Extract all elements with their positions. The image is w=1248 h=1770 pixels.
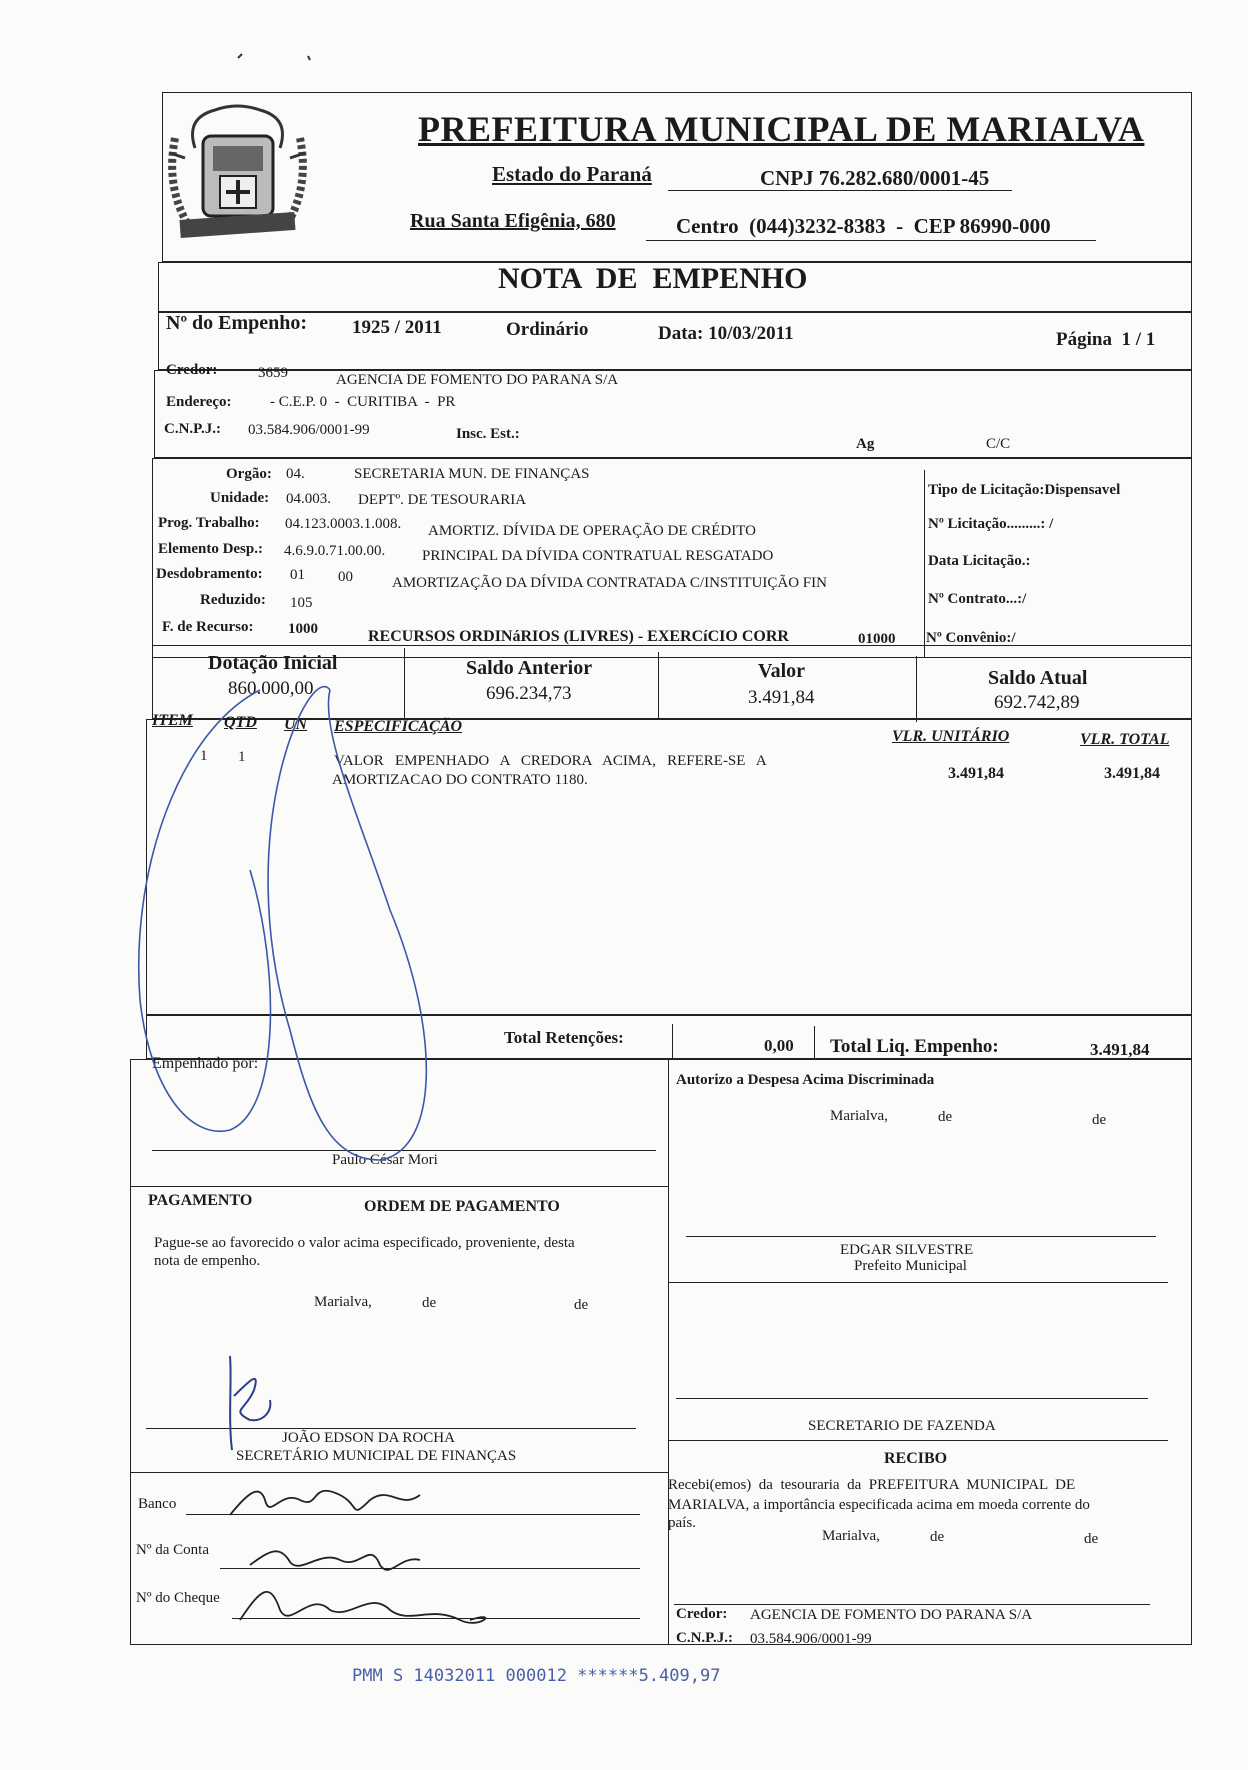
item-description-line1: VALOR EMPENHADO A CREDORA ACIMA, REFERE-SE A	[334, 753, 767, 769]
item-number: 1	[200, 748, 208, 764]
credor-code: 3659	[258, 365, 288, 381]
desd-code-a: 01	[290, 567, 305, 583]
recibo-credor-label: Credor:	[676, 1606, 728, 1622]
address-label: Endereço:	[166, 394, 232, 410]
cc-label: C/C	[986, 436, 1011, 452]
autorizo-de2: de	[1092, 1112, 1107, 1128]
credor-label: Credor:	[166, 362, 218, 378]
address-value: - C.E.P. 0 - CURITIBA - PR	[270, 394, 456, 410]
empenho-label: Nº do Empenho:	[166, 312, 308, 334]
credor-name: AGENCIA DE FOMENTO DO PARANA S/A	[336, 372, 619, 388]
creditor-box	[154, 370, 1192, 458]
elem-name: PRINCIPAL DA DÍVIDA CONTRATUAL RESGATADO	[422, 548, 774, 564]
pagamento-text-line2: nota de empenho.	[154, 1253, 261, 1269]
elem-label: Elemento Desp.:	[158, 541, 263, 557]
saldo-anterior-label: Saldo Anterior	[466, 657, 593, 679]
reduzido-label: Reduzido:	[200, 592, 266, 608]
items-header-especificacao: ESPECIFICAÇÃO	[334, 718, 463, 735]
recibo-de1: de	[930, 1529, 945, 1545]
licitacao-numero: Nº Licitação.........: /	[928, 516, 1054, 532]
recibo-credor-name: AGENCIA DE FOMENTO DO PARANA S/A	[750, 1607, 1033, 1623]
autorizo-label: Autorizo a Despesa Acima Discriminada	[676, 1072, 935, 1088]
recurso-label: F. de Recurso:	[162, 619, 254, 635]
items-header-vlr-total: VLR. TOTAL	[1080, 731, 1170, 748]
scan-mark	[236, 48, 316, 64]
unidade-name: DEPTº. DE TESOURARIA	[358, 492, 527, 508]
orgao-label: Orgão:	[226, 466, 272, 482]
desd-name: AMORTIZAÇÃO DA DÍVIDA CONTRATADA C/INSTITUIÇÃO FIN	[392, 575, 827, 591]
retencoes-value: 0,00	[764, 1036, 794, 1055]
licitacao-convenio: Nº Convênio:/	[926, 630, 1016, 646]
valor-label: Valor	[758, 660, 806, 682]
unidade-label: Unidade:	[210, 490, 270, 506]
recibo-place: Marialva,	[822, 1528, 880, 1544]
item-description-line2: AMORTIZACAO DO CONTRATO 1180.	[332, 772, 588, 788]
saldo-anterior-value: 696.234,73	[486, 683, 572, 704]
prefeito-name: EDGAR SILVESTRE	[840, 1242, 974, 1258]
pagamento-label: PAGAMENTO	[148, 1192, 253, 1209]
empenho-date: Data: 10/03/2011	[658, 323, 794, 344]
licitacao-data: Data Licitação.:	[928, 553, 1031, 569]
orgao-code: 04.	[286, 466, 305, 482]
recurso-code: 1000	[288, 621, 318, 637]
credor-cnpj: 03.584.906/0001-99	[248, 422, 370, 438]
elem-code: 4.6.9.0.71.00.00.	[284, 543, 386, 559]
ordem-pagamento-label: ORDEM DE PAGAMENTO	[364, 1198, 560, 1215]
prefeito-role: Prefeito Municipal	[854, 1258, 967, 1274]
licitacao-contrato: Nº Contrato...:/	[928, 591, 1027, 607]
pagamento-de1: de	[422, 1295, 437, 1311]
header-cnpj: CNPJ 76.282.680/0001-45	[760, 166, 990, 190]
empenhado-label: Empenhado por:	[152, 1055, 259, 1072]
reduzido-value: 105	[290, 595, 313, 611]
item-total-value: 3.491,84	[1104, 765, 1160, 782]
pagamento-text-line1: Pague-se ao favorecido o valor acima especificado, proveniente, desta	[154, 1235, 575, 1251]
unidade-code: 04.003.	[286, 491, 331, 507]
totals-box	[146, 1015, 1192, 1059]
recibo-line1: Recebi(emos) da tesouraria da PREFEITURA MUNICIPAL DE	[668, 1477, 1076, 1493]
pagamento-place: Marialva,	[314, 1294, 372, 1310]
recibo-line3: país.	[668, 1515, 696, 1531]
retencoes-label: Total Retenções:	[504, 1028, 624, 1047]
dotacao-label: Dotação Inicial	[208, 652, 338, 674]
recurso-name: RECURSOS ORDINáRIOS (LIVRES) - EXERCíCIO CORR	[368, 628, 789, 645]
prog-label: Prog. Trabalho:	[158, 515, 260, 531]
prog-name: AMORTIZ. DÍVIDA DE OPERAÇÃO DE CRÉDITO	[428, 523, 756, 539]
cheque-label: Nº do Cheque	[136, 1590, 220, 1606]
doc-title: NOTA DE EMPENHO	[498, 262, 808, 295]
header-street: Rua Santa Efigênia, 680	[410, 210, 616, 232]
conta-label: Nº da Conta	[136, 1542, 209, 1558]
autorizo-place: Marialva,	[830, 1108, 888, 1124]
secretario-financas-name: JOÃO EDSON DA ROCHA	[282, 1430, 455, 1446]
recibo-cnpj: 03.584.906/0001-99	[750, 1631, 872, 1647]
saldo-atual-value: 692.742,89	[994, 692, 1080, 713]
desd-code-b: 00	[338, 569, 353, 585]
licitacao-tipo: Tipo de Licitação:Dispensavel	[928, 482, 1121, 498]
page-number: Página 1 / 1	[1056, 329, 1156, 350]
lower-box	[130, 1059, 1192, 1645]
secretario-financas-role: SECRETÁRIO MUNICIPAL DE FINANÇAS	[236, 1448, 517, 1464]
ag-label: Ag	[856, 436, 875, 452]
valor-value: 3.491,84	[748, 687, 815, 708]
prog-code: 04.123.0003.1.008.	[285, 516, 402, 532]
recibo-de2: de	[1084, 1531, 1099, 1547]
footer-stamp: PMM S 14032011 000012 ******5.409,97	[352, 1666, 721, 1686]
items-header-vlr-unitario: VLR. UNITÁRIO	[892, 728, 1010, 745]
items-header-qtd: QTD	[224, 714, 257, 731]
recibo-cnpj-label: C.N.P.J.:	[676, 1630, 733, 1646]
dotacao-value: 860.000,00	[228, 678, 314, 699]
saldo-atual-label: Saldo Atual	[988, 667, 1088, 689]
total-liq-label: Total Liq. Empenho:	[830, 1036, 999, 1057]
item-qtd: 1	[238, 749, 246, 765]
banco-label: Banco	[138, 1496, 177, 1512]
total-liq-value: 3.491,84	[1090, 1040, 1150, 1059]
empenho-type: Ordinário	[506, 319, 589, 340]
autorizo-de1: de	[938, 1109, 953, 1125]
orgao-name: SECRETARIA MUN. DE FINANÇAS	[354, 466, 590, 482]
recibo-line2: MARIALVA, a importância especificada acima em moeda corrente do	[668, 1497, 1090, 1513]
item-unit-value: 3.491,84	[948, 765, 1004, 782]
recurso-tail: 01000	[858, 631, 896, 647]
desd-label: Desdobramento:	[156, 566, 263, 582]
secretario-fazenda-label: SECRETARIO DE FAZENDA	[808, 1418, 996, 1434]
insc-label: Insc. Est.:	[456, 426, 520, 442]
empenho-number: 1925 / 2011	[352, 317, 442, 338]
header-state: Estado do Paraná	[492, 162, 652, 186]
pagamento-de2: de	[574, 1297, 589, 1313]
header-title: PREFEITURA MUNICIPAL DE MARIALVA	[418, 109, 1145, 149]
coat-of-arms-icon	[165, 98, 310, 248]
recibo-title: RECIBO	[884, 1450, 948, 1467]
cnpj-label: C.N.P.J.:	[164, 421, 221, 437]
items-header-un: UN	[284, 716, 308, 733]
items-header-item: ITEM	[152, 712, 193, 729]
empenhado-signer: Paulo César Mori	[332, 1152, 438, 1168]
header-district: Centro (044)3232-8383 - CEP 86990-000	[676, 214, 1051, 238]
